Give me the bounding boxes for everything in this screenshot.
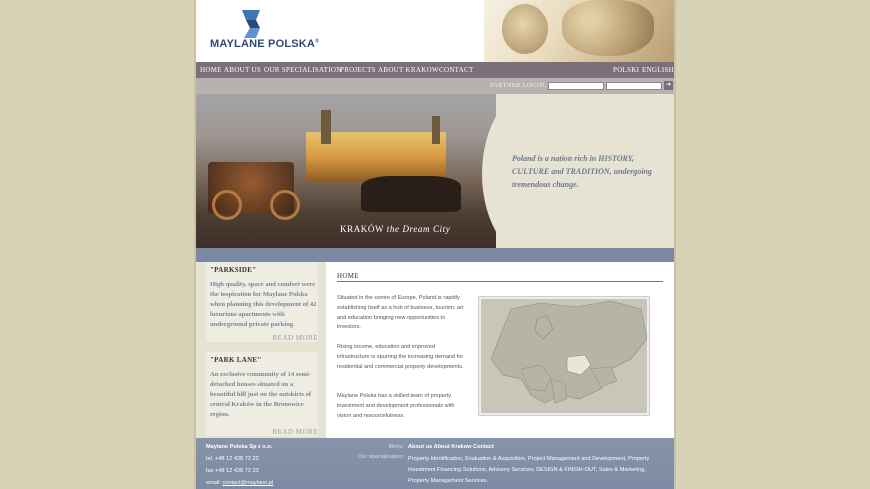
intro-paragraph: Maylane Polska has a skilled team of property investment and development professionals with vision and resourcefulness. [337,393,455,419]
login-password-input[interactable] [606,82,662,90]
project-title: "PARK LANE" [210,356,262,364]
europe-map-icon [481,299,647,413]
nav-home[interactable]: HOME [200,66,222,74]
footer-menu-label: Menu: [388,444,404,450]
europe-map [479,297,649,415]
carriage-wheel [212,190,242,220]
intro-paragraph: Rising income, education and improved infrastructure is spurring the increasing demand for residential and commercial property developments. [337,344,464,370]
lang-english[interactable]: ENGLISH [642,66,675,74]
nav-about-us[interactable]: ABOUT US [224,66,262,74]
cherub-face [502,4,548,54]
hero-banner [196,94,674,248]
tower-left [321,110,331,144]
project-title: "PARKSIDE" [210,266,257,274]
header [196,0,674,62]
nav-projects[interactable]: PROJECTS [340,66,376,74]
footer-specialisation-list[interactable]: Property Identification, Evaluation & Acquisition, Project Management and Development, Property Investment Financing Solutions, Advisory Services, DESIGN & FINISH-OUT, Sales & Marketing, Property Management Services. [408,456,650,484]
lang-polski[interactable]: POLSKI [613,66,640,74]
blue-band [196,248,674,262]
footer-email-link[interactable]: contact@maylane.pl [222,480,274,486]
intro-paragraph: Situated in the centre of Europe, Poland is rapidly establishing itself as a hub of business, tourism, art and education bringing new opportunities to investors. [337,295,464,331]
carriage-wheel [270,190,300,220]
arrow-right-icon[interactable]: ➜ [665,82,672,88]
title-divider [337,281,663,282]
project-description: An exclusive community of 14 semi-detached houses situated on a beautiful hill just on the outskirts of central Kraków in the Bronowice region. [210,371,312,418]
partner-login-bar [196,78,674,94]
login-username-input[interactable] [548,82,604,90]
footer-spec-label: Our specialisation: [357,454,404,460]
nav-about-krakow[interactable]: ABOUT KRAKOW [378,66,439,74]
page-title: HOME [337,272,359,280]
footer-email: email: contact@maylane.pl [206,480,274,486]
fruit-basket [562,0,654,56]
project-card-park-lane [206,352,318,436]
partner-login-label: PARTNER LOGIN: [490,82,547,89]
read-more-link[interactable]: READ MORE [272,428,318,436]
read-more-link[interactable]: READ MORE [272,334,318,342]
hero-caption: KRAKÓW the Dream City [340,224,451,234]
project-description: High quality, space and comfort were the inspiration for Maylane Polska when planning this development of 42 luxurious apartments with underground private parking. [210,281,317,328]
sidebar [196,262,326,440]
footer-company: Maylane Polska Sp z o.o. [206,444,273,450]
footer-menu-links[interactable]: About us About Krakow Contact [408,444,494,450]
logo-text: MAYLANE POLSKA® [210,38,319,50]
nav-contact[interactable]: CONTACT [439,66,474,74]
horses [361,176,461,212]
page [194,0,676,489]
main-nav [196,62,674,78]
hero-quote: Poland is a nation rich in HISTORY, CULTURE and TRADITION, undergoing tremendous change. [512,154,652,189]
project-card-parkside [206,262,318,342]
footer [196,438,674,489]
logo[interactable] [210,10,319,54]
footer-fax: fax +48 12 428 72 33 [206,468,259,474]
tower-right [432,116,440,144]
logo-mark-icon [240,10,262,38]
cherub-statue-image [484,0,674,62]
nav-our-specialisation[interactable]: OUR SPECIALISATION [264,66,342,74]
footer-tel: tel. +48 12 428 72 22 [206,456,259,462]
